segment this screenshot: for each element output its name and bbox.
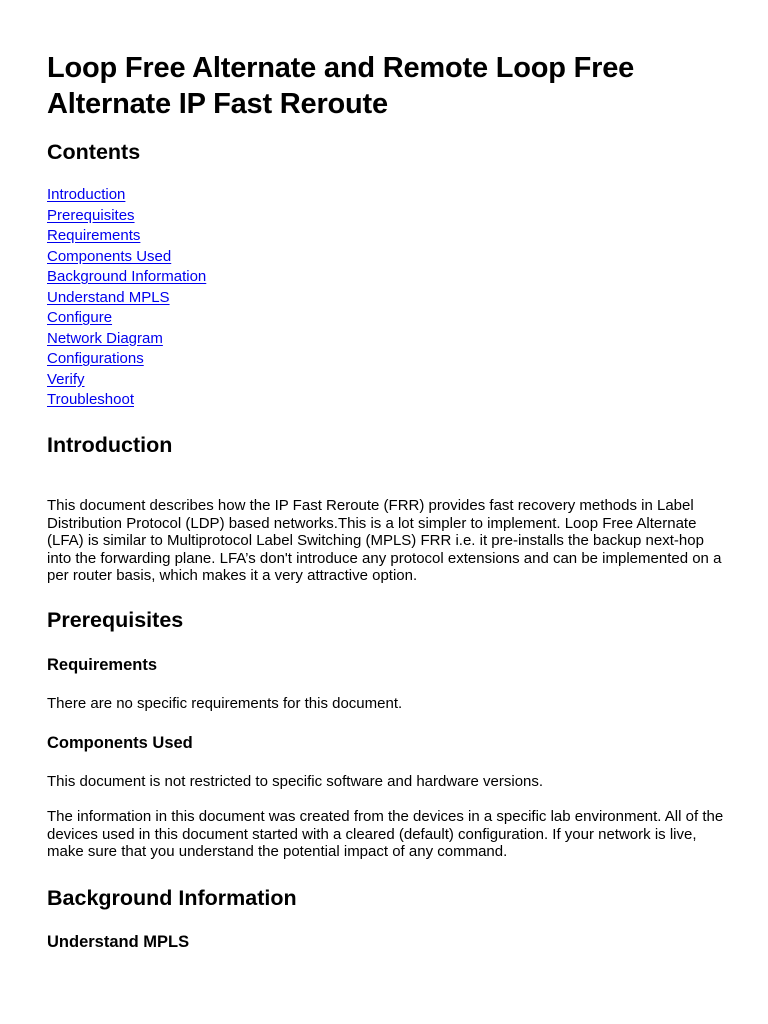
toc-link-introduction[interactable]: Introduction <box>47 186 126 203</box>
toc-link-verify[interactable]: Verify <box>47 370 85 388</box>
background-information-heading: Background Information <box>47 886 297 910</box>
toc-link-requirements[interactable]: Requirements <box>47 227 141 244</box>
toc-link-components-used[interactable]: Components Used <box>47 247 172 265</box>
contents-heading: Contents <box>47 140 141 164</box>
introduction-text: This document describes how the IP Fast Reroute (FRR) provides fast recovery methods in Label Distribution Protocol (LDP) based networks.This is a lot simpler to implement. Loop Free Alternate (LFA) is similar to Multiprotocol Label Switching (MPLS) FRR i.e. it pre-installs the backup next-hop into the forwarding plane. LFA’s don't introduce any protocol extensions and can be implemented on a per router basis, which makes it a very attractive option. <box>47 497 722 584</box>
toc-link-configurations[interactable]: Configurations <box>47 350 144 367</box>
toc-item <box>47 185 206 206</box>
components-used-text-2: The information in this document was created from the devices in a specific lab environment. All of the devices used in this document started with a cleared (default) configuration. If your network is live, make sure that you understand the potential impact of any command. <box>47 808 724 860</box>
toc-item <box>47 267 206 288</box>
toc-item <box>47 349 206 370</box>
table-of-contents <box>47 185 206 411</box>
toc-item <box>47 390 206 411</box>
requirements-text: There are no specific requirements for this document. <box>47 695 403 712</box>
toc-link-configure[interactable]: Configure <box>47 309 113 326</box>
toc-item <box>47 288 206 309</box>
introduction-heading: Introduction <box>47 433 173 457</box>
toc-item <box>47 226 206 247</box>
toc-item <box>47 308 206 329</box>
toc-link-prerequisites[interactable]: Prerequisites <box>47 206 135 224</box>
prerequisites-heading: Prerequisites <box>47 608 184 632</box>
page-title: Loop Free Alternate and Remote Loop Free Alternate IP Fast Reroute <box>47 52 635 120</box>
toc-item <box>47 247 206 268</box>
components-used-heading: Components Used <box>47 734 193 752</box>
toc-link-background-information[interactable]: Background Information <box>47 268 207 285</box>
requirements-heading: Requirements <box>47 656 158 674</box>
toc-link-troubleshoot[interactable]: Troubleshoot <box>47 391 134 408</box>
toc-item <box>47 206 206 227</box>
toc-link-understand-mpls[interactable]: Understand MPLS <box>47 288 170 306</box>
toc-item <box>47 370 206 391</box>
components-used-text-1: This document is not restricted to specific software and hardware versions. <box>47 773 544 790</box>
toc-link-network-diagram[interactable]: Network Diagram <box>47 329 163 347</box>
toc-item <box>47 329 206 350</box>
understand-mpls-heading: Understand MPLS <box>47 933 190 951</box>
